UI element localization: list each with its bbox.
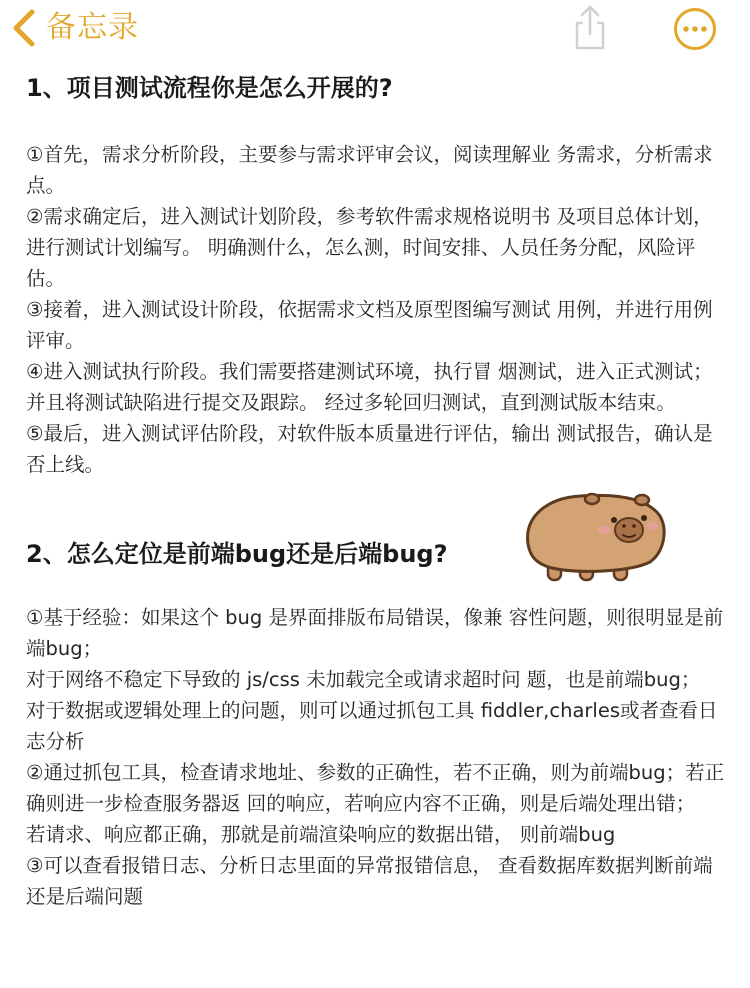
paragraph: 若请求、响应都正确，那就是前端渲染响应的数据出错， 则前端bug <box>26 823 616 846</box>
paragraph: ③可以查看报错日志、分析日志里面的异常报错信息， 查看数据库数据判断前端还是后端问题 <box>26 854 713 908</box>
share-icon <box>570 37 610 56</box>
back-button[interactable] <box>10 6 139 50</box>
paragraph: 对于数据或逻辑处理上的问题，则可以通过抓包工具 fiddler,charles或者查看日志分析 <box>26 699 718 753</box>
section-2-body <box>26 602 728 912</box>
more-icon <box>673 36 717 55</box>
section-1-body <box>26 139 728 480</box>
paragraph: ①首先，需求分析阶段，主要参与需求评审会议，阅读理解业 务需求，分析需求点。 <box>26 143 713 197</box>
back-button-label: 备忘录 <box>46 10 139 45</box>
section-1-title: 1、项目测试流程你是怎么开展的? <box>26 74 393 102</box>
paragraph: ①基于经验：如果这个 bug 是界面排版布局错误，像兼 容性问题，则很明显是前端bug； <box>26 606 724 660</box>
capybara-sticker <box>518 486 668 588</box>
paragraph: ②需求确定后，进入测试计划阶段，参考软件需求规格说明书 及项目总体计划，进行测试计划编写。 明确测什么，怎么测，时间安排、人员任务分配，风险评估。 <box>26 205 713 290</box>
share-button[interactable] <box>570 4 610 52</box>
section-2-title: 2、怎么定位是前端bug还是后端bug? <box>26 540 448 568</box>
more-button[interactable] <box>673 7 717 51</box>
navigation-bar <box>0 0 750 56</box>
paragraph: ②通过抓包工具，检查请求地址、参数的正确性，若不正确，则为前端bug；若正确则进一步检查服务器返 回的响应，若响应内容不正确，则是后端处理出错； <box>26 761 725 815</box>
chevron-left-icon <box>10 6 38 50</box>
paragraph: ⑤最后，进入测试评估阶段，对软件版本质量进行评估，输出 测试报告，确认是否上线。 <box>26 422 713 476</box>
paragraph: ④进入测试执行阶段。我们需要搭建测试环境，执行冒 烟测试，进入正式测试；并且将测试缺陷进行提交及跟踪。 经过多轮回归测试，直到测试版本结束。 <box>26 360 713 414</box>
paragraph: 对于网络不稳定下导致的 js/css 未加载完全或请求超时问 题，也是前端bug； <box>26 668 701 691</box>
paragraph: ③接着，进入测试设计阶段，依据需求文档及原型图编写测试 用例，并进行用例评审。 <box>26 298 713 352</box>
